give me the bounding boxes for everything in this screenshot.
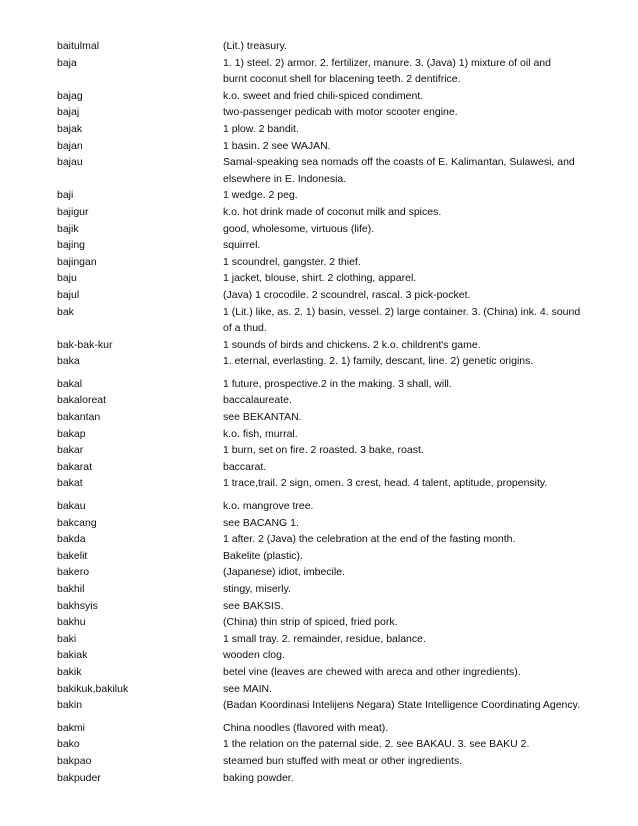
definition-line: k.o. hot drink made of coconut milk and spices. [223, 205, 442, 218]
definition-line: betel vine (leaves are chewed with areca and other ingredients). [223, 665, 521, 678]
definition-line: 1 basin. 2 see WAJAN. [223, 139, 331, 152]
definition-line: 1 after. 2 (Java) the celebration at the end of the fasting month. [223, 533, 516, 546]
entry-term: bajag [57, 89, 83, 102]
entry-term: bajik [57, 222, 79, 235]
entry-term: bajingan [57, 255, 97, 268]
definition-line: k.o. fish, murral. [223, 427, 298, 440]
dictionary-entry [57, 138, 597, 155]
definition-line: baking powder. [223, 771, 294, 784]
dictionary-entry [57, 426, 597, 443]
dictionary-entry [57, 664, 597, 681]
definition-line: two-passenger pedicab with motor scooter engine. [223, 106, 458, 119]
entry-term: bajau [57, 156, 83, 169]
entry-term: bakero [57, 566, 90, 579]
definition-line: 1 future, prospective.2 in the making. 3 shall, will. [223, 377, 452, 390]
definition-line: (China) thin strip of spiced, fried pork. [223, 616, 398, 629]
definition-line: burnt coconut shell for blacening teeth. 2 dentifrice. [223, 73, 461, 86]
dictionary-entry [57, 376, 597, 393]
entry-definition [223, 548, 597, 565]
entry-term: bakik [57, 665, 82, 678]
dictionary-entry [57, 564, 597, 581]
dictionary-entry [57, 38, 597, 55]
dictionary-entry [57, 581, 597, 598]
dictionary-entry [57, 187, 597, 204]
definition-line: 1 the relation on the paternal side. 2. see BAKAU. 3. see BAKU 2. [223, 738, 530, 751]
entry-definition [223, 38, 597, 55]
dictionary-entry [57, 720, 597, 737]
entry-term: bajing [57, 239, 86, 252]
entry-definition [223, 515, 597, 532]
definition-line: Samal-speaking sea nomads off the coasts of E. Kalimantan, Sulawesi, and [223, 156, 575, 169]
entry-definition [223, 287, 597, 304]
dictionary-entry [57, 442, 597, 459]
definition-line: stingy, miserly. [223, 583, 291, 595]
entry-term: bajaj [57, 106, 80, 119]
entry-definition [223, 475, 597, 492]
entry-term: bakantan [57, 411, 101, 424]
entry-definition [223, 498, 597, 515]
dictionary-entry [57, 681, 597, 698]
entry-term: bakpuder [57, 771, 101, 784]
definition-line: (Japanese) idiot, imbecile. [223, 566, 345, 579]
definition-line: 1 jacket, blouse, shirt. 2 clothing, apparel. [223, 272, 417, 285]
entry-definition [223, 154, 597, 187]
definition-line: wooden clog. [223, 649, 285, 662]
entry-definition [223, 564, 597, 581]
definition-line: 1. 1) steel. 2) armor. 2. fertilizer, manure. 3. (Java) 1) mixture of oil and [223, 56, 551, 69]
entry-definition [223, 697, 597, 714]
entry-term: bakelit [57, 549, 88, 562]
dictionary-entry [57, 736, 597, 753]
definition-line: 1 (Lit.) like, as. 2. 1) basin, vessel. 2) large container. 3. (China) ink. 4. sound [223, 305, 581, 318]
entry-definition [223, 753, 597, 770]
dictionary-entry [57, 548, 597, 565]
entry-term: baitulmal [57, 40, 100, 52]
dictionary-entry [57, 55, 597, 88]
dictionary-entry [57, 459, 597, 476]
dictionary-entry [57, 647, 597, 664]
dictionary-entry [57, 614, 597, 631]
entry-definition [223, 204, 597, 221]
dictionary-entry [57, 104, 597, 121]
entry-term: bakat [57, 477, 83, 490]
entry-list [57, 38, 597, 786]
entry-definition [223, 353, 597, 370]
dictionary-entry [57, 475, 597, 492]
entry-definition [223, 770, 597, 787]
definition-line: 1. eternal, everlasting. 2. 1) family, descant, line. 2) genetic origins. [223, 355, 534, 368]
definition-line: see MAIN. [223, 682, 273, 695]
definition-line: see BEKANTAN. [223, 411, 302, 424]
entry-definition [223, 254, 597, 271]
entry-definition [223, 337, 597, 354]
definition-line: steamed bun stuffed with meat or other ingredients. [223, 754, 463, 767]
definition-line: see BACANG 1. [223, 516, 299, 529]
definition-line: 1 plow. 2 bandit. [223, 122, 299, 135]
definition-line: see BAKSIS. [223, 599, 284, 612]
entry-term: bajan [57, 139, 83, 152]
entry-definition [223, 681, 597, 698]
entry-term: bakda [57, 533, 86, 546]
entry-definition [223, 426, 597, 443]
definition-line: 1 small tray. 2. remainder, residue, balance. [223, 632, 426, 645]
dictionary-entry [57, 154, 597, 187]
entry-definition [223, 304, 597, 337]
entry-definition [223, 598, 597, 615]
entry-term: bako [57, 738, 80, 751]
entry-term: bakcang [57, 516, 97, 529]
entry-term: baki [57, 632, 77, 645]
entry-definition [223, 55, 597, 88]
definition-line: China noodles (flavored with meat). [223, 721, 389, 734]
entry-definition [223, 237, 597, 254]
dictionary-entry [57, 237, 597, 254]
entry-definition [223, 614, 597, 631]
dictionary-entry [57, 221, 597, 238]
definition-line: (Badan Koordinasi Intelijens Negara) State Intelligence Coordinating Agency. [223, 699, 581, 712]
definition-line: baccalaureate. [223, 394, 292, 407]
entry-term: bakaloreat [57, 394, 107, 407]
dictionary-entry [57, 270, 597, 287]
dictionary-entry [57, 697, 597, 714]
entry-definition [223, 736, 597, 753]
entry-term: bakau [57, 500, 86, 513]
entry-term: bakpao [57, 754, 92, 767]
definition-line: of a thud. [223, 322, 267, 335]
dictionary-entry [57, 337, 597, 354]
entry-definition [223, 631, 597, 648]
entry-term: bakmi [57, 721, 86, 734]
entry-definition [223, 187, 597, 204]
definition-line: baccarat. [223, 460, 267, 473]
definition-line: 1 sounds of birds and chickens. 2 k.o. childrent's game. [223, 338, 481, 351]
entry-term: bakarat [57, 460, 93, 473]
entry-definition [223, 121, 597, 138]
entry-term: bakhsyis [57, 599, 98, 612]
dictionary-entry [57, 770, 597, 787]
entry-term: bak-bak-kur [57, 338, 113, 351]
entry-definition [223, 104, 597, 121]
entry-term: bakap [57, 427, 86, 440]
entry-definition [223, 409, 597, 426]
entry-term: bakal [57, 377, 83, 390]
entry-term: bakar [57, 444, 84, 457]
dictionary-entry [57, 631, 597, 648]
dictionary-entry [57, 204, 597, 221]
entry-term: bajak [57, 122, 83, 135]
definition-line: good, wholesome, virtuous (life). [223, 222, 375, 235]
entry-definition [223, 581, 597, 598]
entry-term: bak [57, 305, 74, 318]
entry-definition [223, 138, 597, 155]
definition-line: 1 wedge. 2 peg. [223, 189, 298, 202]
entry-term: bakiak [57, 649, 88, 662]
dictionary-entry [57, 287, 597, 304]
entry-term: bakin [57, 699, 83, 712]
dictionary-entry [57, 753, 597, 770]
definition-line: elsewhere in E. Indonesia. [223, 172, 347, 185]
definition-line: Bakelite (plastic). [223, 549, 303, 562]
entry-term: bajul [57, 288, 80, 301]
definition-line: k.o. mangrove tree. [223, 500, 314, 513]
entry-term: bakhil [57, 583, 85, 595]
dictionary-entry [57, 531, 597, 548]
dictionary-entry [57, 88, 597, 105]
definition-line: 1 trace,trail. 2 sign, omen. 3 crest, head. 4 talent, aptitude, propensity. [223, 477, 548, 490]
definition-line: k.o. sweet and fried chili-spiced condiment. [223, 89, 424, 102]
definition-line: 1 burn, set on fire. 2 roasted. 3 bake, roast. [223, 444, 424, 457]
entry-definition [223, 376, 597, 393]
entry-term: bakhu [57, 616, 86, 629]
entry-term: baka [57, 355, 80, 368]
dictionary-entry [57, 515, 597, 532]
entry-definition [223, 664, 597, 681]
dictionary-entry [57, 254, 597, 271]
entry-term: baja [57, 56, 77, 69]
dictionary-entry [57, 121, 597, 138]
entry-definition [223, 531, 597, 548]
dictionary-entry [57, 409, 597, 426]
dictionary-entry [57, 353, 597, 370]
entry-definition [223, 270, 597, 287]
entry-term: baju [57, 272, 77, 285]
entry-term: bajigur [57, 205, 89, 218]
dictionary-entry [57, 304, 597, 337]
dictionary-entry [57, 598, 597, 615]
entry-definition [223, 720, 597, 737]
dictionary-entry [57, 498, 597, 515]
entry-definition [223, 459, 597, 476]
entry-term: bakikuk,bakiluk [57, 682, 129, 695]
entry-definition [223, 392, 597, 409]
definition-line: (Java) 1 crocodile. 2 scoundrel, rascal. 3 pick-pocket. [223, 288, 471, 301]
entry-definition [223, 442, 597, 459]
entry-definition [223, 88, 597, 105]
dictionary-entry [57, 392, 597, 409]
definition-line: 1 scoundrel, gangster. 2 thief. [223, 255, 361, 268]
definition-line: (Lit.) treasury. [223, 40, 287, 52]
entry-term: baji [57, 189, 74, 202]
definition-line: squirrel. [223, 239, 261, 252]
entry-definition [223, 647, 597, 664]
entry-definition [223, 221, 597, 238]
